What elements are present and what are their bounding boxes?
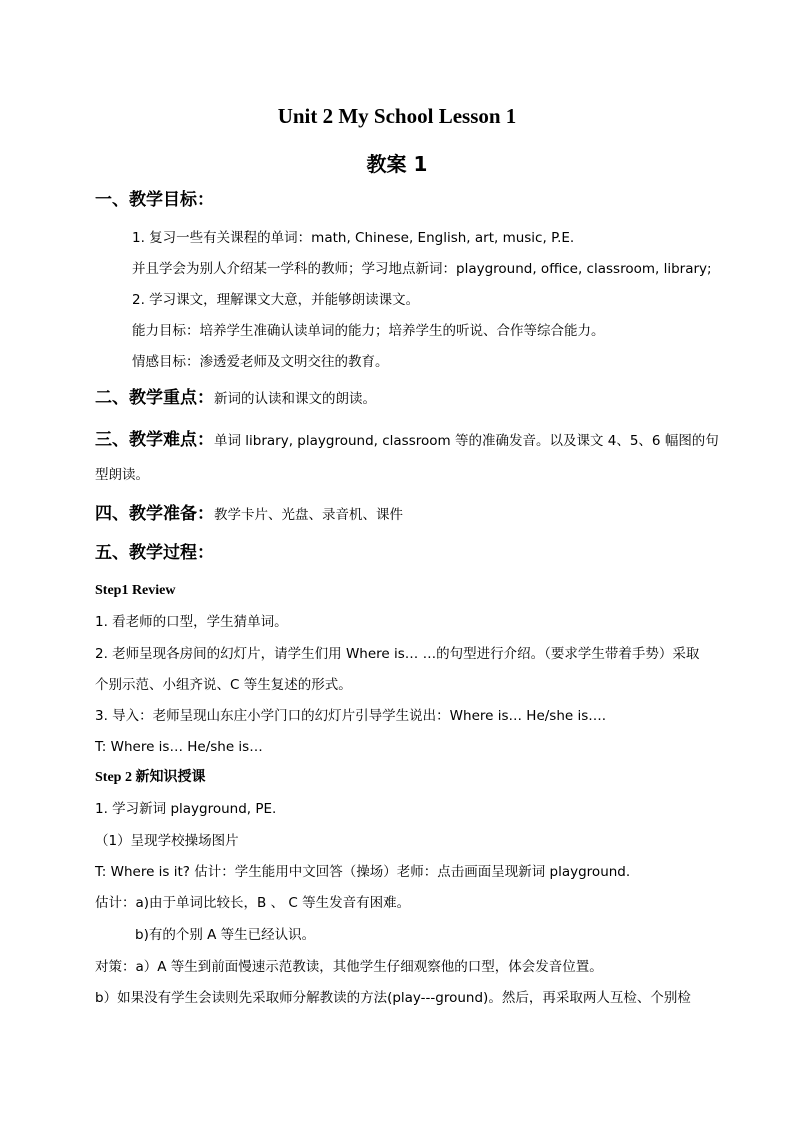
paragraph-8: 估计：a)由于单词比较长，B 、 C 等生发音有困难。: [95, 895, 411, 911]
section-4-text: 教学卡片、光盘、录音机、课件: [214, 507, 403, 523]
section-5-heading: 五、教学过程：: [95, 543, 214, 563]
objective-line-5: 情感目标：渗透爱老师及文明交往的教育。: [132, 354, 389, 370]
document-subtitle: 教案 1: [366, 152, 428, 176]
section-3-text-cont: 型朗读。: [95, 467, 149, 483]
paragraph-1: 1. 看老师的口型，学生猜单词。: [95, 614, 288, 630]
section-3: [95, 430, 719, 450]
section-4: [95, 505, 715, 524]
document-title: Unit 2 My School Lesson 1: [277, 104, 517, 128]
step-2-heading: Step 2 新知识授课: [95, 770, 206, 785]
paragraph-9: b)有的个别 A 等生已经认识。: [135, 927, 316, 943]
paragraph-5: 1. 学习新词 playground, PE.: [95, 801, 277, 817]
paragraph-2: 2. 老师呈现各房间的幻灯片，请学生们用 Where is… …的句型进行介绍。（要求学生带着手势）采取: [95, 646, 700, 662]
section-3-text: 单词 library, playground, classroom 等的准确发音。以及课文 4、5、6 幅图的句: [214, 433, 719, 449]
section-2-heading: 二、教学重点：: [95, 388, 214, 408]
paragraph-11: b）如果没有学生会读则先采取师分解教读的方法(play---ground)。然后，再采取两人互检、个别检: [95, 990, 691, 1006]
paragraph-6: （1）呈现学校操场图片: [95, 833, 239, 849]
section-2-text: 新词的认读和课文的朗读。: [214, 391, 376, 407]
paragraph-7: T: Where is it? 估计：学生能用中文回答（操场）老师：点击画面呈现新词 playground.: [95, 864, 631, 880]
objective-line-3: 2. 学习课文，理解课文大意，并能够朗读课文。: [132, 292, 420, 308]
objective-line-1: 1. 复习一些有关课程的单词：math, Chinese, English, art, music, P.E.: [132, 230, 575, 246]
section-1-heading: 一、教学目标：: [95, 190, 214, 210]
paragraph-10: 对策：a）A 等生到前面慢速示范教读，其他学生仔细观察他的口型，体会发音位置。: [95, 959, 603, 975]
paragraph-4: T: Where is… He/she is…: [95, 739, 263, 755]
objective-line-4: 能力目标：培养学生准确认读单词的能力；培养学生的听说、合作等综合能力。: [132, 323, 605, 339]
step-1-heading: Step1 Review: [95, 583, 176, 598]
objective-line-2: 并且学会为别人介绍某一学科的教师；学习地点新词：playground, office, classroom, library;: [132, 261, 712, 277]
section-2: [95, 389, 715, 408]
section-3-heading: 三、教学难点：: [95, 430, 214, 450]
section-4-heading: 四、教学准备：: [95, 504, 214, 524]
paragraph-3: 3. 导入：老师呈现山东庄小学门口的幻灯片引导学生说出：Where is… He/she is….: [95, 708, 607, 724]
paragraph-2-cont: 个别示范、小组齐说、C 等生复述的形式。: [95, 677, 352, 693]
